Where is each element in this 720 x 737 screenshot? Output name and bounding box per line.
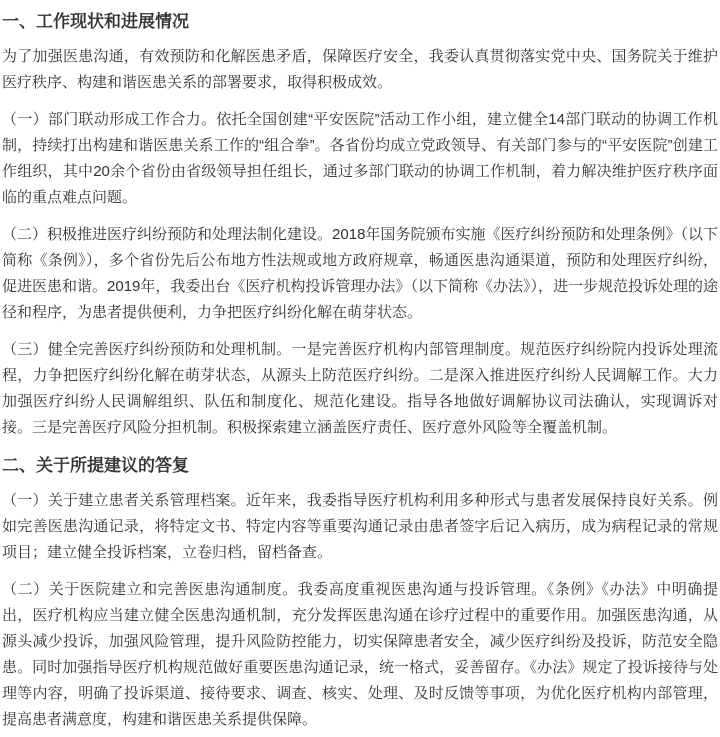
- section-2-heading: 二、关于所提建议的答复: [2, 456, 189, 475]
- section-2-paragraph-1: （一）关于建立患者关系管理档案。近年来，我委指导医疗机构利用多种形式与患者发展保持良好关系。例如完善医患沟通记录，将特定文书、特定内容等重要沟通记录由患者签字后记入病历，成为病程记录的常规项目；建立健全投诉档案，立卷归档，留档备查。: [2, 492, 718, 561]
- section-1-paragraph-4: （三）健全完善医疗纠纷预防和处理机制。一是完善医疗机构内部管理制度。规范医疗纠纷院内投诉处理流程，力争把医疗纠纷化解在萌芽状态，从源头上防范医疗纠纷。二是深入推进医疗纠纷人民调解工作。大力加强医疗纠纷人民调解组织、队伍和制度化、规范化建设。指导各地做好调解协议司法确认，实现调诉对接。三是完善医疗风险分担机制。积极探索建立涵盖医疗责任、医疗意外风险等全覆盖机制。: [2, 341, 718, 436]
- section-1-paragraph-2: （一）部门联动形成工作合力。依托全国创建“平安医院”活动工作小组，建立健全14部门联动的协调工作机制，持续打出构建和谐医患关系工作的“组合拳”。各省份均成立党政领导、有关部门参与的“平安医院”创建工作组织，其中20余个省份由省级领导担任组长，通过多部门联动的协调工作机制，着力解决维护医疗秩序面临的重点难点问题。: [2, 111, 718, 206]
- section-1-paragraph-1: 为了加强医患沟通，有效预防和化解医患矛盾，保障医疗安全，我委认真贯彻落实党中央、国务院关于维护医疗秩序、构建和谐医患关系的部署要求，取得积极成效。: [2, 48, 718, 91]
- section-2-paragraph-2: （二）关于医院建立和完善医患沟通制度。我委高度重视医患沟通与投诉管理。《条例》《办法》中明确提出，医疗机构应当建立健全医患沟通机制，充分发挥医患沟通在诊疗过程中的重要作用。加强医患沟通，从源头减少投诉，加强风险管理，提升风险防控能力，切实保障患者安全，减少医疗纠纷及投诉，防范安全隐患。同时加强指导医疗机构规范做好重要医患沟通记录，统一格式，妥善留存。《办法》规定了投诉接待与处理等内容，明确了投诉渠道、接待要求、调查、核实、处理、及时反馈等事项，为优化医疗机构内部管理，提高患者满意度，构建和谐医患关系提供保障。: [2, 581, 718, 728]
- section-1-paragraph-3: （二）积极推进医疗纠纷预防和处理法制化建设。2018年国务院颁布实施《医疗纠纷预防和处理条例》（以下简称《条例》），多个省份先后公布地方性法规或地方政府规章，畅通医患沟通渠道，预防和处理医疗纠纷，促进医患和谐。2019年，我委出台《医疗机构投诉管理办法》（以下简称《办法》），进一步规范投诉处理的途径和程序，为患者提供便利，力争把医疗纠纷化解在萌芽状态。: [2, 226, 718, 321]
- section-1-heading: 一、工作现状和进展情况: [2, 12, 189, 31]
